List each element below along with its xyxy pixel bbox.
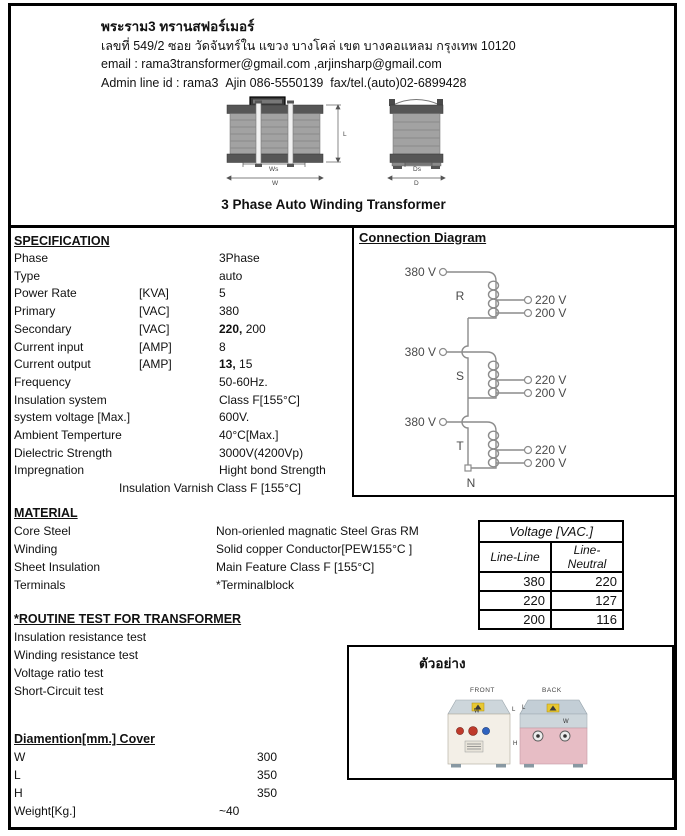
tie-rod — [288, 102, 293, 165]
dim-label-w: W — [272, 180, 279, 187]
dim-label-l: L — [343, 131, 347, 138]
tap220-label-s: 220 V — [535, 373, 567, 387]
specification-section — [14, 232, 350, 498]
back-photo — [520, 700, 587, 768]
spec-row: system voltage [Max.] 600V. — [14, 410, 250, 425]
example-section — [347, 645, 674, 780]
routine-test-item: Voltage ratio test — [14, 666, 104, 680]
neutral-label: N — [466, 476, 476, 490]
top-yoke — [227, 105, 323, 114]
dimension-row: W 300 — [14, 750, 278, 764]
weight-row: Weight[Kg.] ~40 — [14, 804, 240, 818]
tap200-label-t: 200 V — [535, 456, 567, 470]
winding-R — [440, 269, 532, 319]
input-label-r: 380 V — [404, 265, 436, 279]
specification-heading: SPECIFICATION — [14, 234, 110, 248]
spec-row: Frequency 50-60Hz. — [14, 374, 268, 389]
spec-row: Power Rate [KVA] 5 — [14, 286, 226, 301]
voltage-row: 200 116 — [479, 610, 623, 629]
transformer-side-view — [388, 99, 445, 187]
voltage-table-title: Voltage [VAC.] — [479, 521, 623, 542]
blue-knob — [482, 727, 489, 734]
voltage-row: 380 220 — [479, 572, 623, 591]
input-label-t: 380 V — [404, 415, 436, 429]
dim-label-ds: Ds — [413, 166, 421, 173]
spec-row: Current output [AMP] 13, 15 — [14, 357, 253, 372]
spec-row: Secondary [VAC] 220, 200 — [14, 321, 266, 336]
red-knob — [469, 727, 478, 736]
routine-test-item: Short-Circuit test — [14, 684, 104, 698]
spec-row: Phase 3Phase — [14, 251, 260, 265]
routine-test-heading: *ROUTINE TEST FOR TRANSFORMER — [14, 612, 242, 626]
spec-row: Primary [VAC] 380 — [14, 304, 240, 319]
routine-test-item: Winding resistance test — [14, 648, 139, 662]
company-email: email : rama3transformer@gmail.com ,arjinsharp@gmail.com — [101, 57, 442, 71]
datasheet-page — [8, 3, 677, 830]
neutral-terminal — [465, 465, 471, 471]
dimension-row: H 350 — [14, 786, 278, 800]
spec-footnote: Insulation Varnish Class F [155°C] — [119, 481, 301, 496]
product-title: 3 Phase Auto Winding Transformer — [221, 197, 446, 212]
winding-S — [440, 349, 532, 399]
voltage-col-line-neutral: Line-Neutral — [551, 542, 623, 572]
transformer-drawing — [183, 96, 483, 196]
front-photo — [448, 700, 517, 768]
connection-heading: Connection Diagram — [359, 230, 487, 245]
material-row: Terminals *Terminalblock — [14, 578, 295, 592]
spec-row: Impregnation Hight bond Strength — [14, 463, 326, 478]
front-dim-h: H — [513, 741, 518, 747]
phase-label-r: R — [455, 289, 465, 303]
dim-label-d: D — [414, 180, 419, 187]
material-section — [14, 504, 469, 594]
tap220-label-t: 220 V — [535, 443, 567, 457]
company-name: พระราม3 ทรานสฟอร์เมอร์ — [101, 19, 255, 34]
company-address: เลขที่ 549/2 ซอย วัดจันทร์ใน แขวง บางโคล่ เขต บางคอแหลม กรุงเทพ 10120 — [101, 38, 516, 53]
material-row: Sheet Insulation Main Feature Class F [155°C] — [14, 560, 375, 574]
back-dim-w: W — [563, 719, 569, 725]
back-dim-l: L — [522, 705, 526, 711]
dimensions-heading: Diamention[mm.] Cover — [14, 732, 155, 746]
tap220-label-r: 220 V — [535, 293, 567, 307]
company-header — [101, 18, 641, 92]
back-photo-label: BACK — [542, 687, 562, 694]
phase-label-t: T — [456, 439, 464, 453]
spec-row: Type auto — [14, 268, 243, 283]
dimension-row: L 350 — [14, 768, 278, 782]
material-row: Core Steel Non-orienled magnatic Steel Gras RM — [14, 524, 419, 538]
dimensions-section — [14, 730, 344, 820]
transformer-front-view — [227, 97, 347, 187]
winding-T — [440, 419, 532, 469]
dimension-L — [326, 105, 341, 162]
routine-test-item: Insulation resistance test — [14, 630, 147, 644]
spec-row: Ambient Temperture 40°C[Max.] — [14, 428, 279, 443]
connection-diagram-section — [352, 228, 674, 497]
spec-row: Insulation system Class F[155°C] — [14, 392, 300, 407]
dim-label-ws: Ws — [269, 166, 279, 173]
tap200-label-s: 200 V — [535, 386, 567, 400]
tap200-label-r: 200 V — [535, 306, 567, 320]
voltage-col-line-line: Line-Line — [479, 542, 551, 572]
example-photos — [439, 683, 669, 778]
red-knob — [456, 727, 463, 734]
phase-label-s: S — [455, 369, 465, 383]
input-label-s: 380 V — [404, 345, 436, 359]
voltage-row: 220 127 — [479, 591, 623, 610]
lifting-bail — [393, 100, 440, 106]
material-row: Winding Solid copper Conductor[PEW155°C ] — [14, 542, 413, 556]
front-dim-l: L — [512, 707, 516, 713]
bottom-yoke — [227, 154, 323, 163]
front-dim-w: W — [474, 708, 480, 715]
example-caption: ตัวอย่าง — [419, 656, 466, 671]
routine-test-section — [14, 610, 344, 700]
connection-diagram — [354, 250, 674, 497]
front-photo-label: FRONT — [470, 687, 495, 694]
tie-rod — [256, 102, 261, 165]
company-contact: Admin line id : rama3 Ajin 086-5550139 fax/tel.(auto)02-6899428 — [101, 75, 467, 90]
spec-row: Current input [AMP] 8 — [14, 339, 226, 354]
material-heading: MATERIAL — [14, 506, 78, 520]
voltage-table — [478, 520, 624, 630]
spec-row: Dielectric Strength 3000V(4200Vp) — [14, 445, 304, 460]
